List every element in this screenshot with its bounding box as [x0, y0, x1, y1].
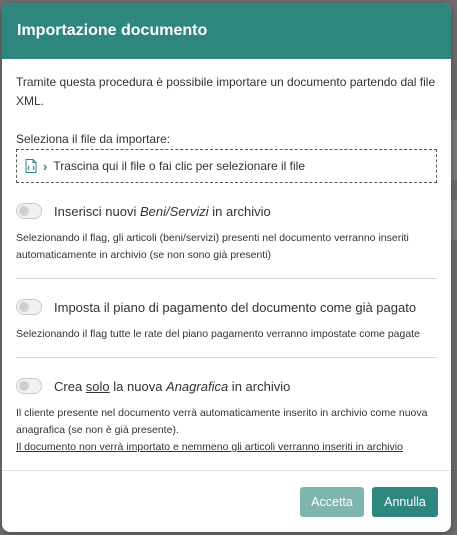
option-title: Imposta il piano di pagamento del documento come già pagato [54, 299, 417, 315]
create-registry-toggle[interactable] [16, 378, 42, 394]
dialog-body [2, 59, 451, 456]
dialog-footer [2, 470, 451, 532]
option-title: Crea solo la nuova Anagrafica in archivio [54, 378, 291, 394]
import-dialog [2, 3, 451, 532]
option-description: Selezionando il flag, gli articoli (beni/servizi) presenti nel documento verranno inseriti automaticamente in archivio (se non sono già presenti) [16, 232, 409, 261]
mark-paid-toggle[interactable] [16, 299, 42, 315]
option-create-registry [16, 358, 437, 456]
option-description: Il cliente presente nel documento verrà automaticamente inserito in archivio come nuova anagrafica (se non è già presente). Il documento non verrà importato e nemmeno gli articoli verranno inseriti in archivio [16, 407, 428, 453]
insert-items-toggle[interactable] [16, 203, 42, 219]
option-description: Selezionando il flag tutte le rate del piano pagamento verranno impostate come pagate [16, 328, 420, 340]
dropzone-text: Trascina qui il file o fai clic per selezionare il file [53, 159, 306, 173]
intro-text: Tramite questa procedura è possibile importare un documento partendo dal file XML. [16, 75, 436, 108]
option-note: Il documento non verrà importato e nemmeno gli articoli verranno inseriti in archivio [16, 441, 403, 453]
file-icon [25, 159, 37, 173]
file-select-label: Seleziona il file da importare: [16, 132, 171, 146]
file-dropzone[interactable] [16, 149, 437, 183]
option-insert-items [16, 183, 437, 264]
dialog-header [2, 3, 451, 59]
chevron-right-icon: › [43, 158, 48, 174]
option-title: Inserisci nuovi Beni/Servizi in archivio [54, 203, 271, 219]
cancel-button[interactable]: Annulla [372, 487, 438, 517]
dialog-title: Importazione documento [17, 22, 208, 39]
option-mark-paid [16, 279, 437, 343]
accept-button[interactable]: Accetta [300, 487, 364, 517]
